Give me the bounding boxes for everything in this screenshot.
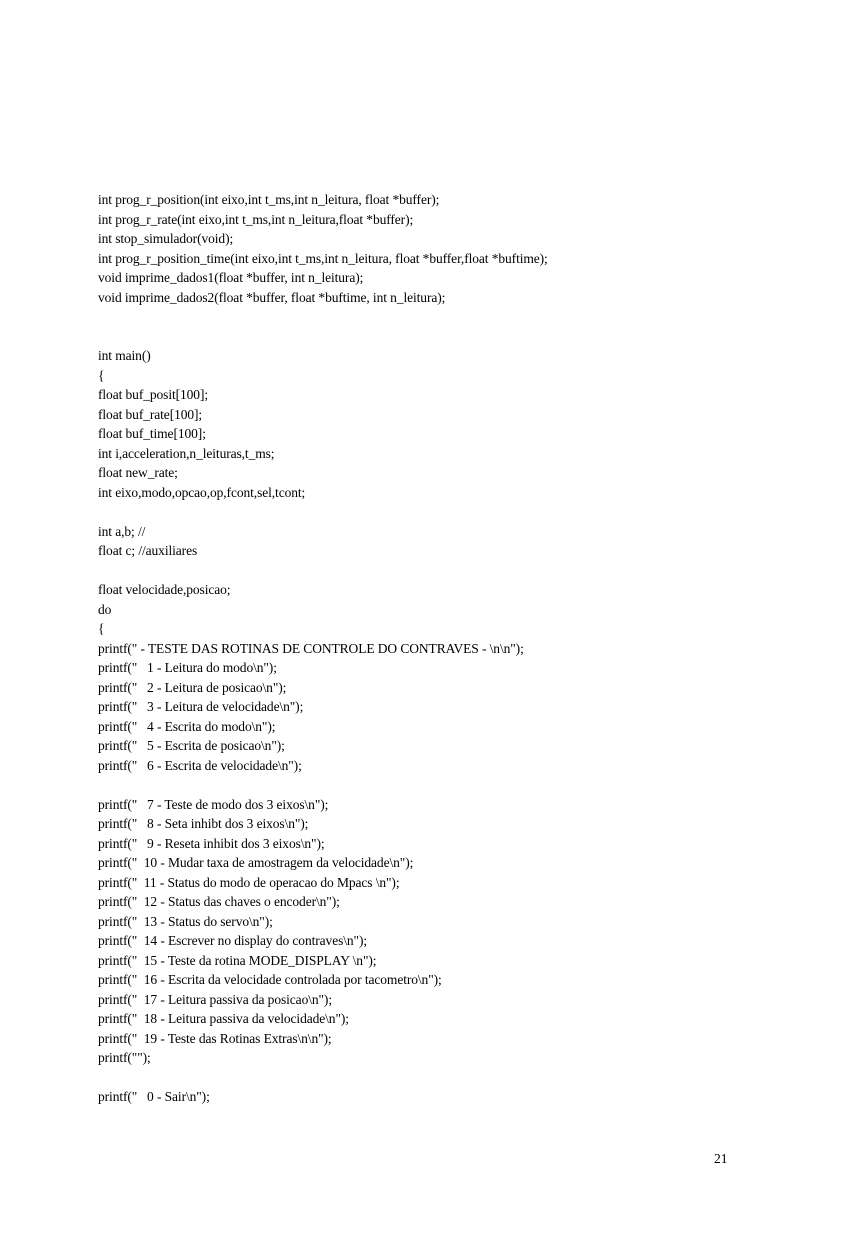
code-line: printf(" 4 - Escrita do modo\n"); — [98, 718, 276, 734]
code-line: float new_rate; — [98, 465, 178, 480]
code-line: printf(" 0 - Sair\n"); — [98, 1089, 210, 1104]
blank-line — [98, 327, 798, 347]
code-line: float buf_time[100]; — [98, 426, 206, 441]
code-line: float c; //auxiliares — [98, 543, 198, 558]
code-line: { — [98, 621, 105, 636]
code-line: printf(" 19 - Teste das Rotinas Extras\n\n"); — [98, 1030, 332, 1046]
code-line: printf(" 15 - Teste da rotina MODE_DISPLAY \n"); — [98, 952, 377, 968]
blank-line — [98, 1068, 798, 1088]
code-line: printf(" 2 - Leitura de posicao\n"); — [98, 679, 287, 695]
code-line: do — [98, 601, 112, 617]
code-line: int i,acceleration,n_leituras,t_ms; — [98, 445, 275, 461]
code-line: printf(" 5 - Escrita de posicao\n"); — [98, 738, 285, 753]
code-line: printf(" 17 - Leitura passiva da posicao\n"); — [98, 991, 332, 1007]
code-line: float buf_rate[100]; — [98, 406, 203, 422]
code-line: int stop_simulador(void); — [98, 231, 234, 246]
code-line: printf(" 1 - Leitura do modo\n"); — [98, 660, 277, 675]
code-line: void imprime_dados1(float *buffer, int n_leitura); — [98, 270, 364, 285]
code-listing — [98, 190, 798, 1107]
code-line: printf(" 8 - Seta inhibt dos 3 eixos\n"); — [98, 816, 309, 831]
code-line: printf(" - TESTE DAS ROTINAS DE CONTROLE DO CONTRAVES - \n\n"); — [98, 640, 524, 656]
code-line: printf(" 16 - Escrita da velocidade controlada por tacometro\n"); — [98, 972, 442, 987]
code-line: int prog_r_position(int eixo,int t_ms,int n_leitura, float *buffer); — [98, 192, 440, 207]
code-line: printf(" 14 - Escrever no display do contraves\n"); — [98, 933, 367, 948]
code-line: int prog_r_rate(int eixo,int t_ms,int n_leitura,float *buffer); — [98, 211, 414, 227]
code-line: void imprime_dados2(float *buffer, float *buftime, int n_leitura); — [98, 289, 446, 305]
code-line: printf(" 7 - Teste de modo dos 3 eixos\n"); — [98, 796, 329, 812]
code-line: int a,b; // — [98, 523, 146, 539]
code-line: printf(""); — [98, 1050, 151, 1065]
code-line: printf(" 13 - Status do servo\n"); — [98, 913, 273, 929]
code-line: printf(" 3 - Leitura de velocidade\n"); — [98, 699, 304, 714]
blank-line — [98, 775, 798, 795]
code-line: int eixo,modo,opcao,op,fcont,sel,tcont; — [98, 484, 306, 500]
code-line: printf(" 18 - Leitura passiva da velocidade\n"); — [98, 1011, 349, 1026]
code-line: int prog_r_position_time(int eixo,int t_ms,int n_leitura, float *buffer,float *buftime); — [98, 250, 548, 266]
code-line: printf(" 10 - Mudar taxa de amostragem da velocidade\n"); — [98, 855, 414, 870]
code-line: printf(" 11 - Status do modo de operacao do Mpacs \n"); — [98, 874, 400, 890]
code-line: float buf_posit[100]; — [98, 387, 209, 402]
blank-line — [98, 307, 798, 327]
blank-line — [98, 561, 798, 581]
code-line: int main() — [98, 348, 151, 363]
blank-line — [98, 502, 798, 522]
code-line: printf(" 12 - Status das chaves o encoder\n"); — [98, 894, 340, 909]
code-line: printf(" 9 - Reseta inhibit dos 3 eixos\n"); — [98, 835, 325, 851]
page-number: 21 — [714, 1151, 728, 1166]
code-line: { — [98, 367, 105, 383]
code-line: float velocidade,posicao; — [98, 582, 231, 597]
code-line: printf(" 6 - Escrita de velocidade\n"); — [98, 757, 302, 773]
